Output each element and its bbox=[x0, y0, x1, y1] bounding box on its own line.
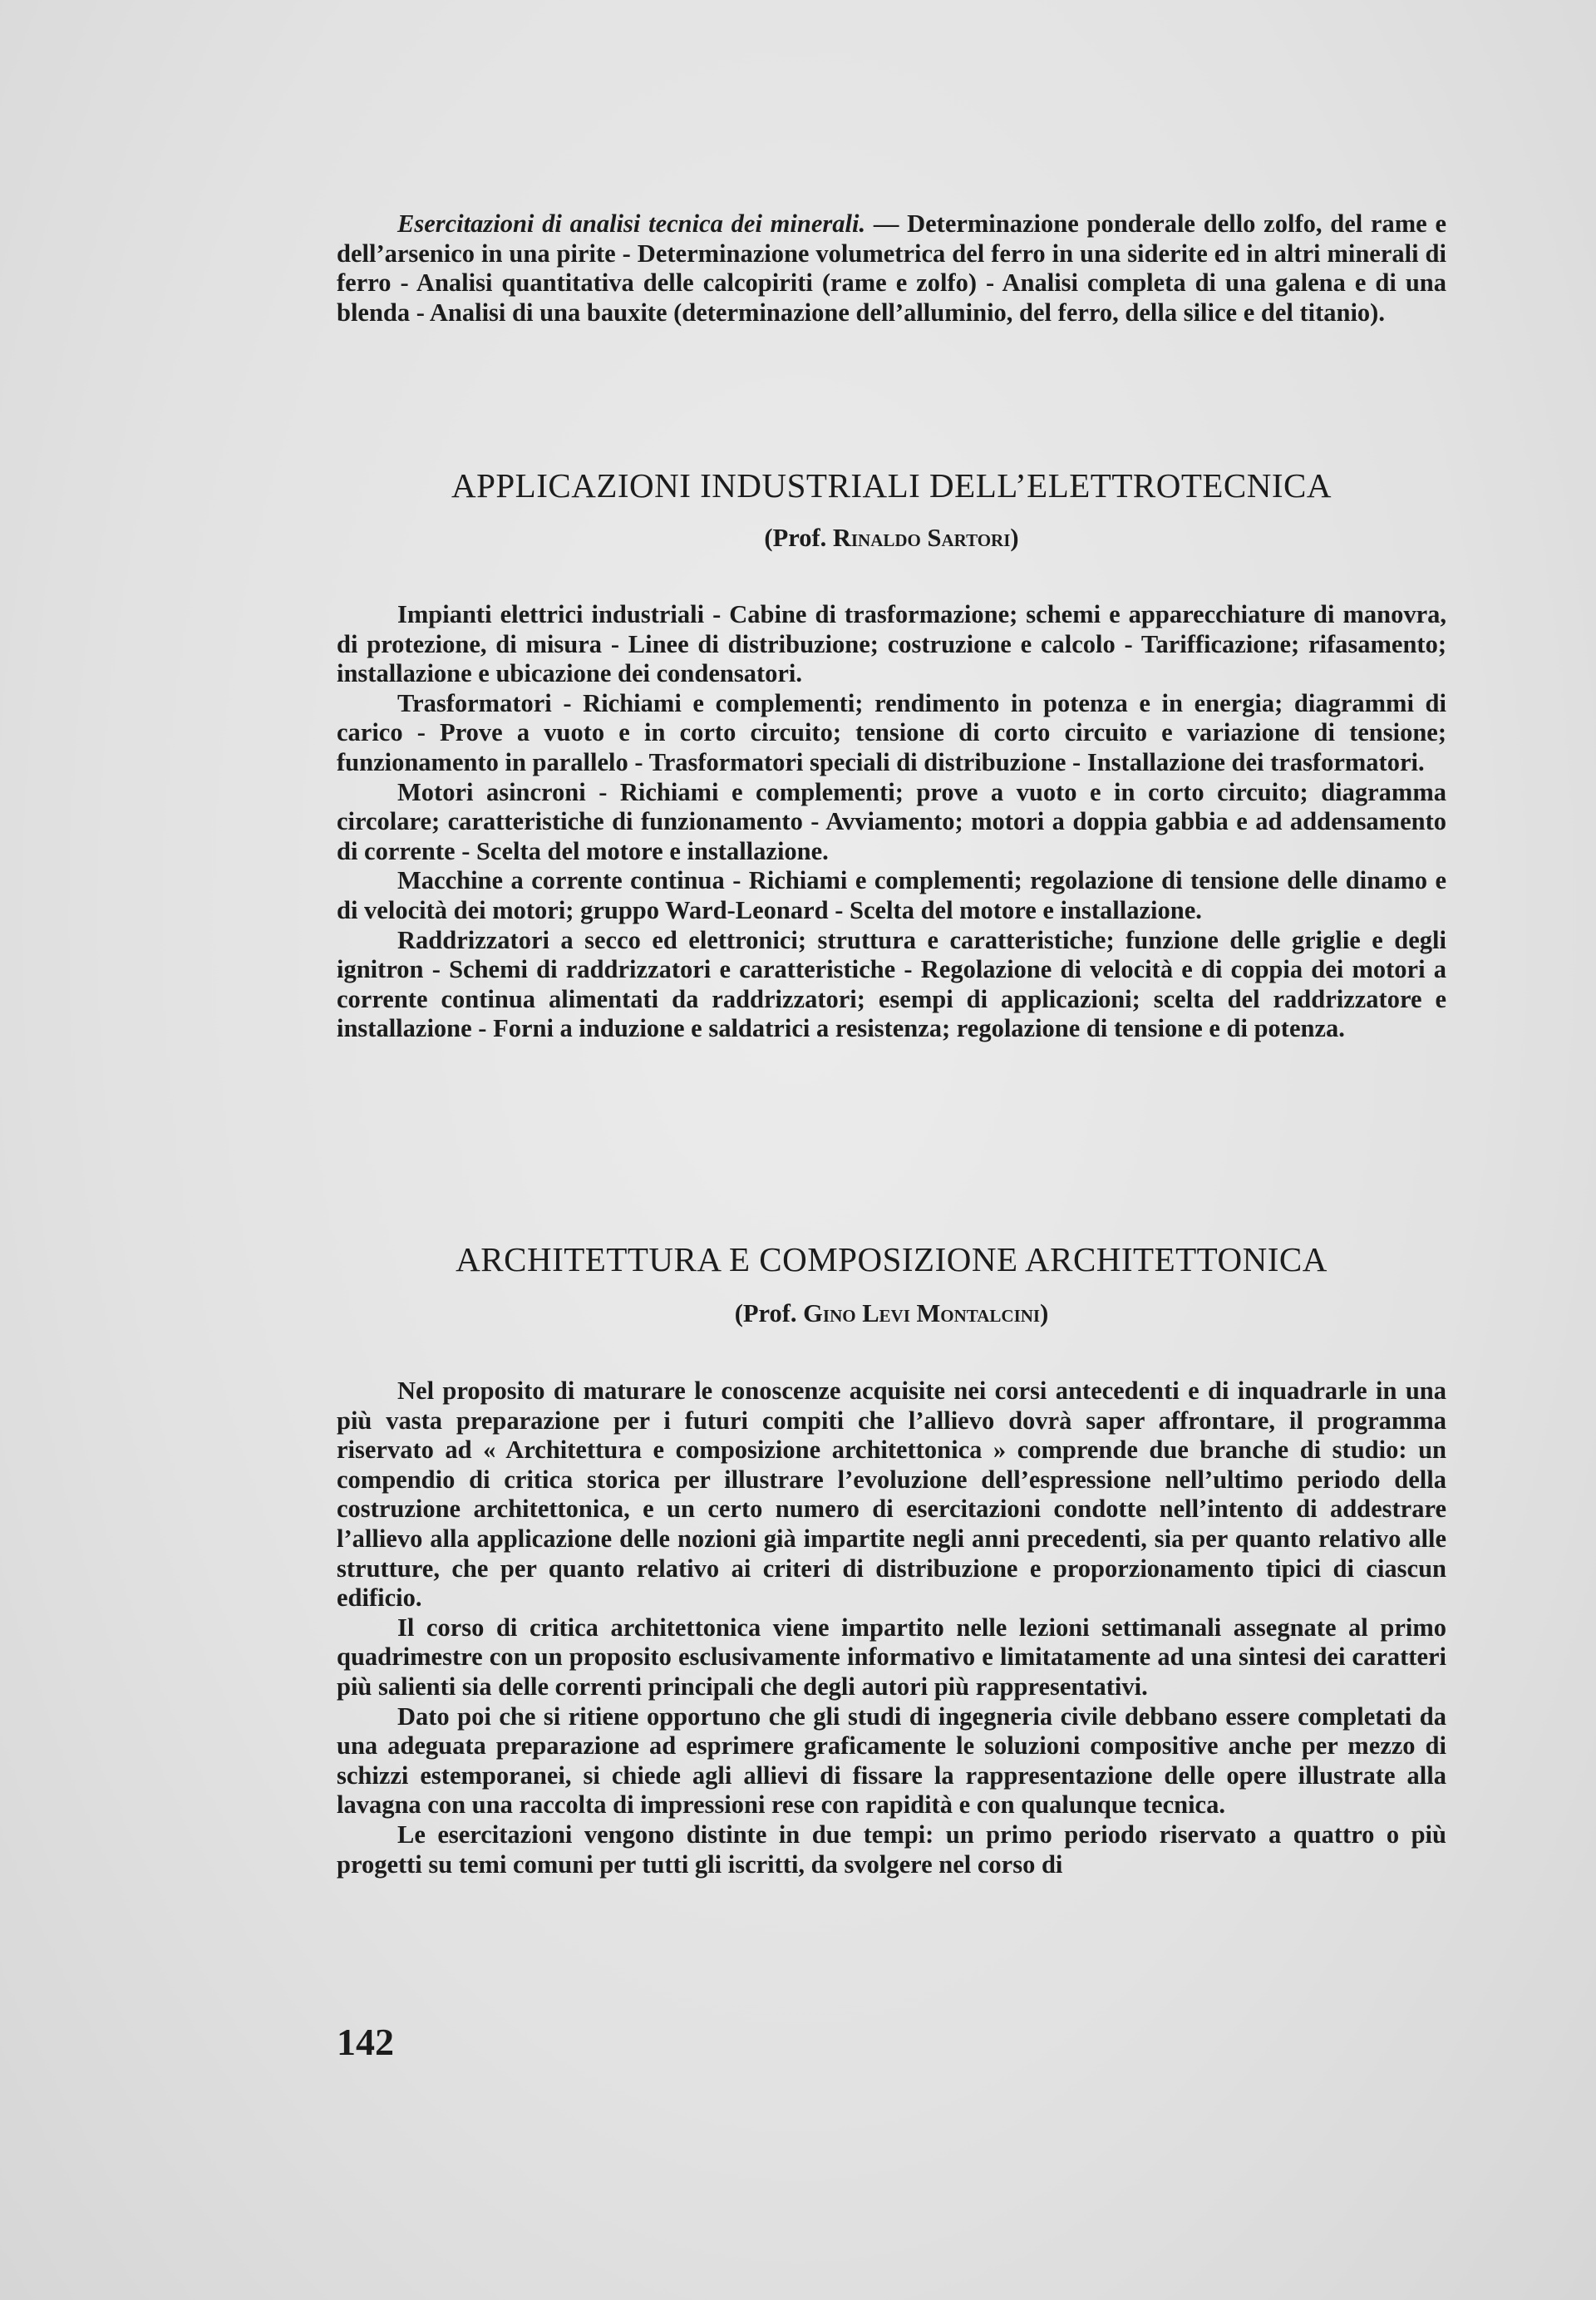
paragraph: Nel proposito di maturare le conoscenze acquisite nei corsi antecedenti e di inquadrarle in una più vasta preparazione per i futuri compiti che l’allievo dovrà saper affrontare, il programma riservato ad « Architettura e composizione architettonica » comprende due branche di studio: un compendio di critica storica per illustrare l’evoluzione dell’espressione nell’ultimo periodo della costruzione architettonica, e un certo numero di esercitazioni condotte nell’intento di addestrare l’allievo alla applicazione delle nozioni già impartite negli anni precedenti, sia per quanto relativo alle strutture, che per quanto relativo ai criteri di distribuzione e proporzionamento tipici di ciascun edificio. bbox=[337, 1377, 1446, 1613]
section-title-elettrotecnica: APPLICAZIONI INDUSTRIALI DELL’ELETTROTECNICA bbox=[451, 466, 1332, 505]
paragraph: Le esercitazioni vengono distinte in due tempi: un primo periodo riservato a quattro o più progetti su temi comuni per tutti gli iscritti, da svolgere nel corso di bbox=[337, 1820, 1446, 1879]
intro-paragraph bbox=[337, 209, 1446, 328]
section-professor-2: (Prof. Gino Levi Montalcini) bbox=[734, 1299, 1049, 1327]
paragraph: Il corso di critica architettonica viene impartito nelle lezioni settimanali assegnate al primo quadrimestre con un proposito esclusivamente informativo e limitatamente ad una sintesi dei caratteri più salienti sia delle correnti principali che degli autori più rappresentativi. bbox=[337, 1613, 1446, 1701]
professor-name-1: Rinaldo Sartori bbox=[832, 524, 1011, 552]
page-number: 142 bbox=[337, 2021, 394, 2063]
section-body-architettura bbox=[337, 1377, 1446, 1879]
section-body-elettrotecnica bbox=[337, 600, 1446, 1044]
section-professor-1: (Prof. Rinaldo Sartori) bbox=[764, 524, 1019, 552]
paragraph: Motori asincroni - Richiami e complementi; prove a vuoto e in corto circuito; diagramma circolare; caratteristiche di funzionamento - Avviamento; motori a doppia gabbia e ad addensamento di corrente - Scelta del motore e installazione. bbox=[337, 777, 1446, 865]
paragraph: Raddrizzatori a secco ed elettronici; struttura e caratteristiche; funzione delle griglie e degli ignitron - Schemi di raddrizzatori e caratteristiche - Regolazione di velocità e di coppia dei motori a corrente continua alimentati da raddrizzatori; esempi di applicazioni; scelta del raddrizzatore e installazione - Forni a induzione e saldatrici a resistenza; regolazione di tensione e di potenza. bbox=[337, 925, 1446, 1043]
professor-name-2: Gino Levi Montalcini bbox=[803, 1299, 1041, 1327]
paragraph: Trasformatori - Richiami e complementi; rendimento in potenza e in energia; diagrammi di carico - Prove a vuoto e in corto circuito; tensione di corto circuito e variazione di tensione; funzionamento in parallelo - Trasformatori speciali di distribuzione - Installazione dei trasformatori. bbox=[337, 688, 1446, 776]
intro-lead: Esercitazioni di analisi tecnica dei minerali. bbox=[397, 209, 866, 238]
paragraph: Impianti elettrici industriali - Cabine di trasformazione; schemi e apparecchiature di manovra, di protezione, di misura - Linee di distribuzione; costruzione e calcolo - Tarifficazione; rifasamento; installazione e ubicazione dei condensatori. bbox=[337, 600, 1446, 688]
section-title-architettura: ARCHITETTURA E COMPOSIZIONE ARCHITETTONICA bbox=[456, 1240, 1328, 1278]
intro-text: — Determinazione ponderale dello zolfo, del rame e dell’arsenico in una pirite - Determinazione volumetrica del ferro in una siderite ed in altri minerali di ferro - Analisi quantitativa delle calcopiriti (rame e zolfo) - Analisi completa di una galena e di una blenda - Analisi di una bauxite (determinazione dell’alluminio, del ferro, della silice e del titanio). bbox=[337, 209, 1446, 327]
paragraph: Dato poi che si ritiene opportuno che gli studi di ingegneria civile debbano essere completati da una adeguata preparazione ad esprimere graficamente le soluzioni compositive anche per mezzo di schizzi estemporanei, si chiede agli allievi di fissare la rappresentazione delle opere illustrate alla lavagna con una raccolta di impressioni rese con rapidità e con qualunque tecnica. bbox=[337, 1702, 1446, 1820]
paragraph: Macchine a corrente continua - Richiami e complementi; regolazione di tensione delle dinamo e di velocità dei motori; gruppo Ward-Leonard - Scelta del motore e installazione. bbox=[337, 866, 1446, 924]
